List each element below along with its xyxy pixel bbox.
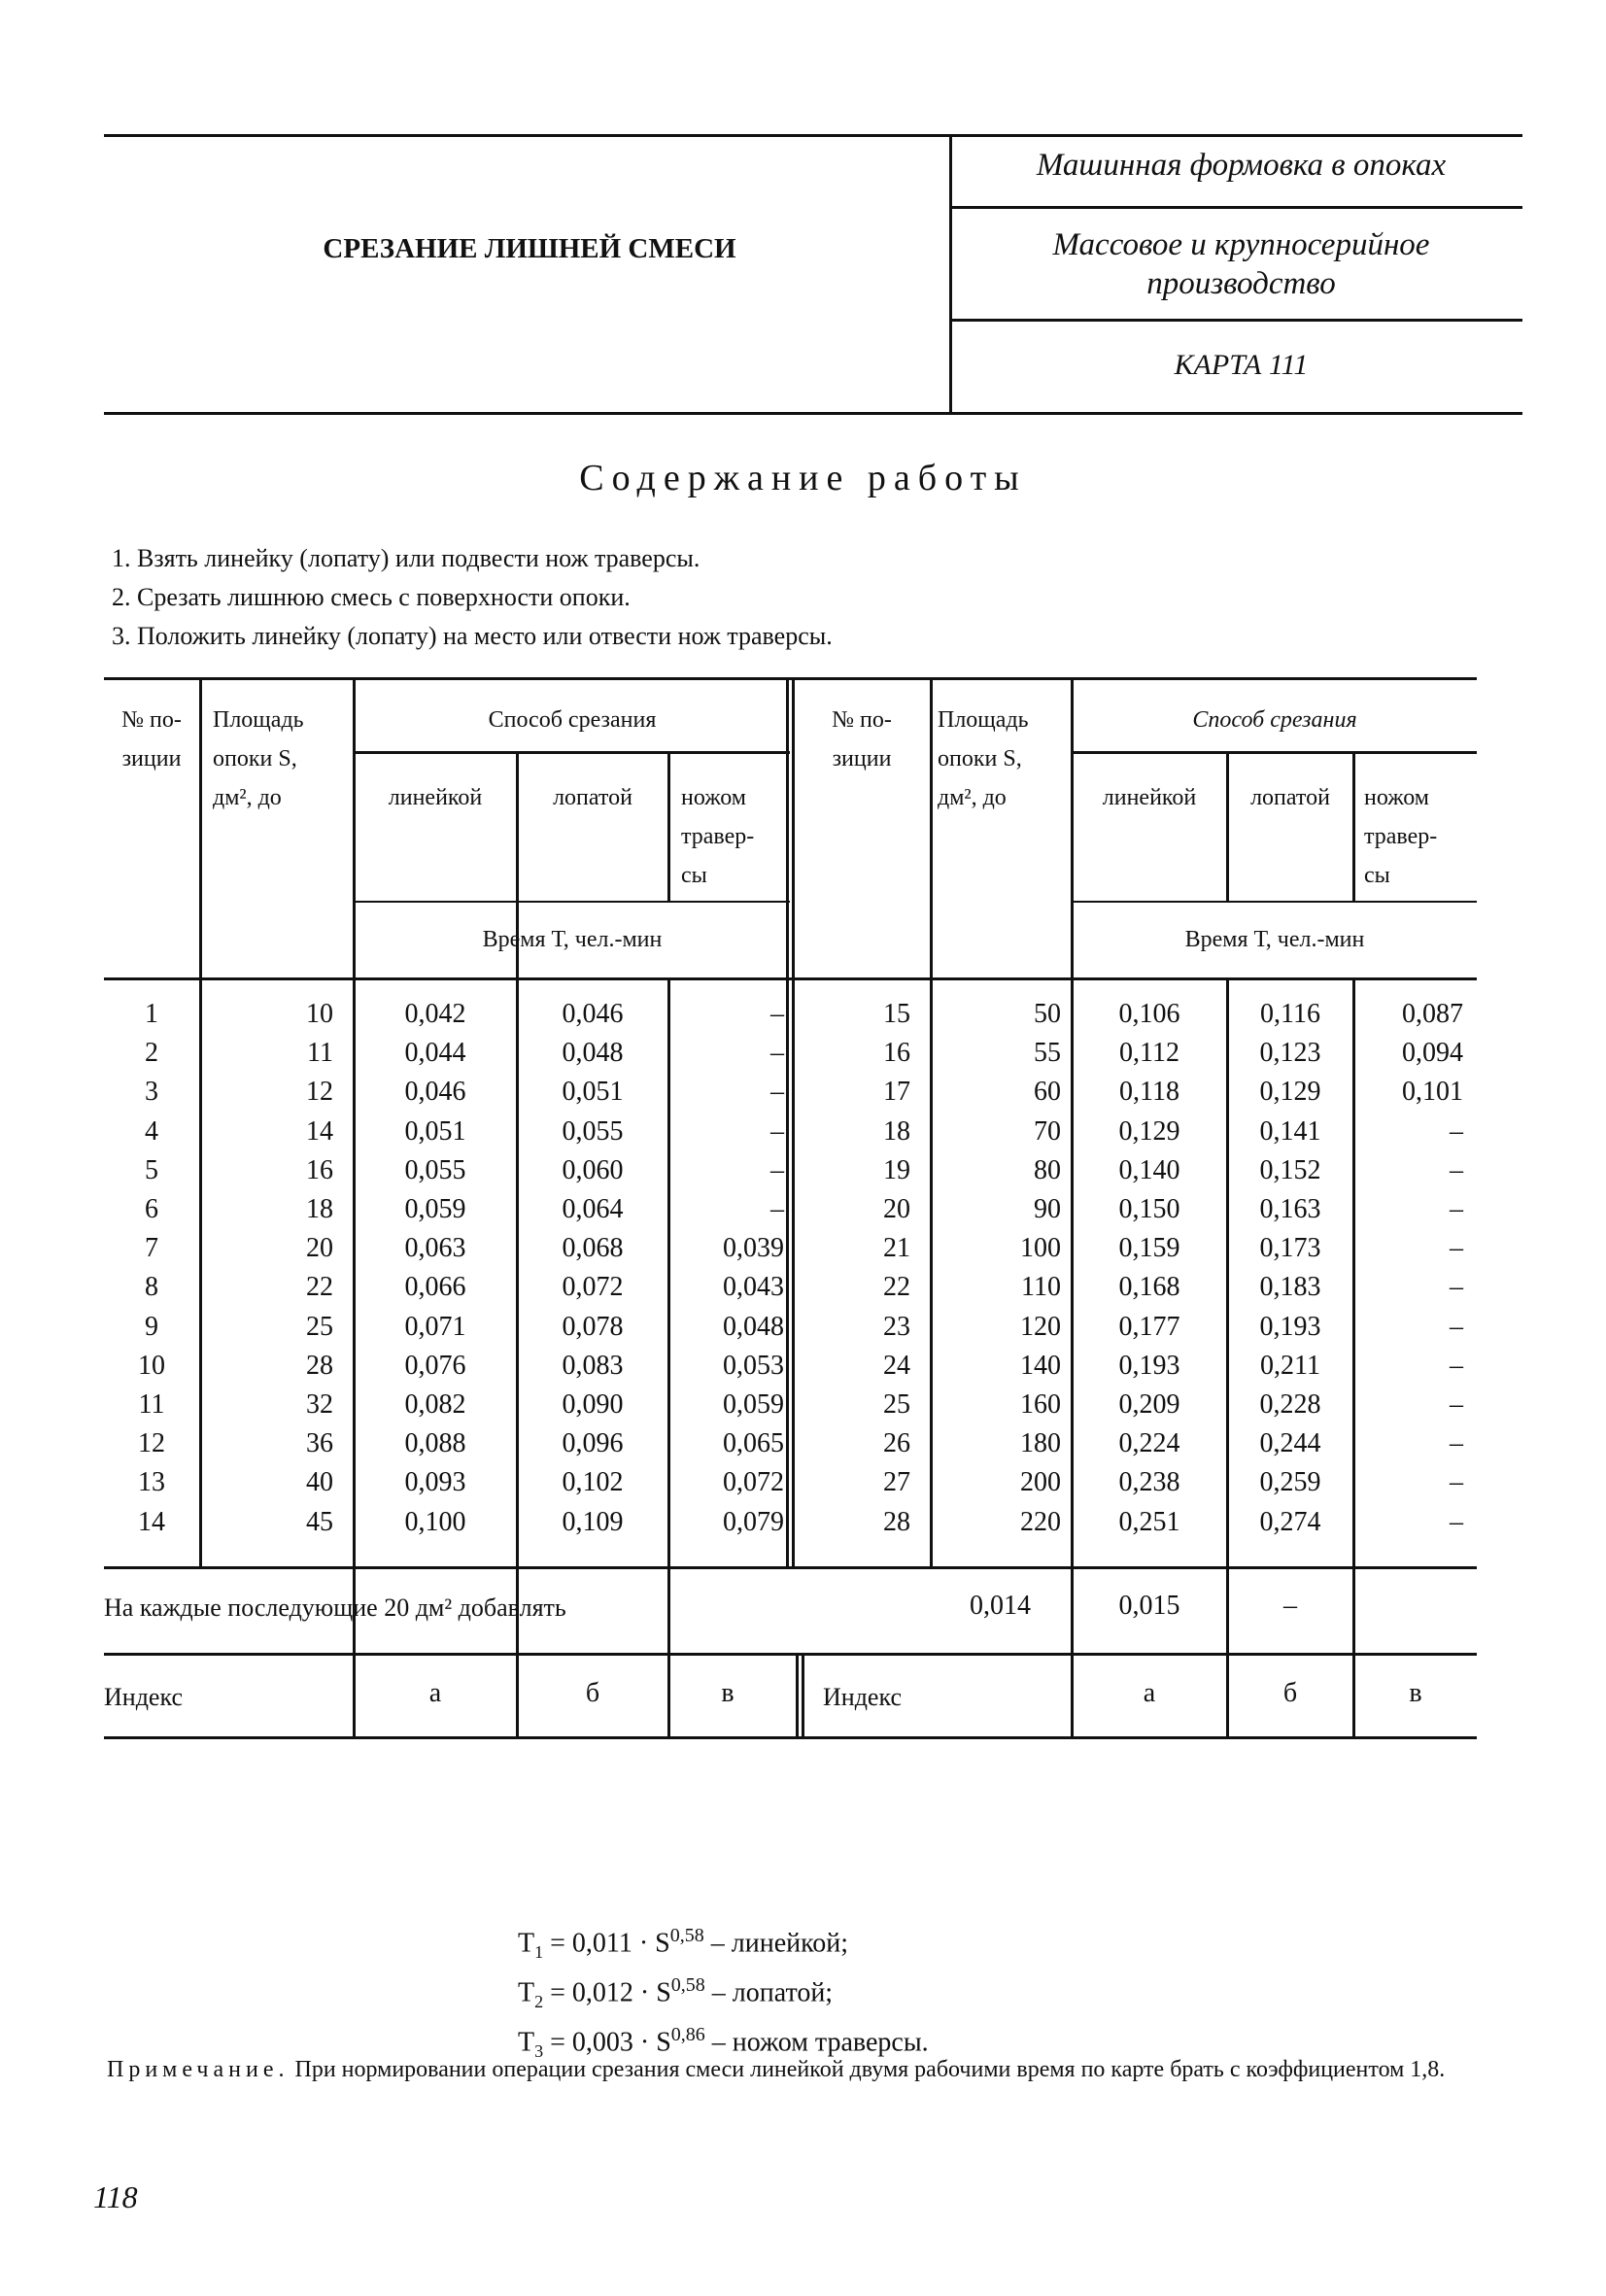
table-cell: 0,183 [1259, 1272, 1321, 1303]
header-text: № по- [832, 707, 892, 733]
table-cell: 0,063 [404, 1233, 466, 1264]
table-cell: 0,093 [404, 1467, 466, 1498]
table-top-rule [104, 677, 1477, 680]
rule-time-right [1073, 901, 1477, 903]
header-method: Способ срезания [488, 707, 657, 733]
table-cell: 15 [883, 999, 910, 1029]
table-cell: 0,048 [723, 1311, 784, 1342]
table-cell: 70 [1034, 1115, 1061, 1147]
table-cell: 0,118 [1119, 1077, 1179, 1108]
work-step: 3. Положить линейку (лопату) на место или отвести нож траверсы. [112, 622, 833, 650]
table-cell: 0,177 [1118, 1311, 1180, 1342]
page-title: СРЕЗАНИЕ ЛИШНЕЙ СМЕСИ [323, 233, 736, 264]
table-cell: 27 [883, 1467, 910, 1498]
rule-method-right [1073, 751, 1477, 754]
table-cell: 0,100 [404, 1506, 466, 1537]
formula-desc: – лопатой; [704, 1977, 834, 2008]
index-value: б [1282, 1678, 1298, 1708]
table-cell: 0,051 [404, 1115, 466, 1147]
work-steps-list [112, 539, 833, 656]
table-cell: 4 [145, 1115, 158, 1147]
index-value: в [1409, 1678, 1422, 1708]
header-shovel: лопатой [553, 785, 632, 810]
table-cell: 100 [1020, 1233, 1061, 1264]
table-cell: 45 [306, 1506, 333, 1537]
table-cell: – [1450, 1389, 1463, 1420]
header-position [104, 701, 199, 778]
card-number: КАРТА 111 [1174, 349, 1309, 381]
table-cell: 200 [1020, 1467, 1061, 1498]
table-cell: 0,238 [1118, 1467, 1180, 1498]
formula-lhs: T [518, 2027, 535, 2058]
table-cell: 28 [306, 1350, 333, 1381]
table-cell: 21 [883, 1233, 910, 1264]
table-cell: 10 [306, 999, 333, 1029]
work-step: 1. Взять линейку (лопату) или подвести нож траверсы. [112, 544, 700, 572]
table-cell: 0,060 [562, 1154, 624, 1185]
add-row-label: На каждые последующие 20 дм² добавлять [104, 1593, 566, 1622]
rule-time-left [355, 901, 790, 903]
table-cell: 2 [145, 1038, 158, 1069]
formula [518, 1969, 929, 2018]
header-time: Время Т, чел.-мин [1184, 927, 1365, 952]
table-cell: – [770, 1154, 784, 1185]
table-cell: 0,065 [723, 1428, 784, 1459]
table-cell: 0,141 [1259, 1115, 1321, 1147]
table-cell: 0,051 [562, 1077, 624, 1108]
header-text: опоки S, [213, 746, 297, 771]
header-knife [1364, 778, 1437, 895]
table-cell: 0,066 [404, 1272, 466, 1303]
table-cell: 220 [1020, 1506, 1061, 1537]
table-cell: 0,059 [404, 1194, 466, 1224]
table-cell: 90 [1034, 1194, 1061, 1224]
norms-table [104, 677, 1477, 1739]
table-cell: 0,193 [1118, 1350, 1180, 1381]
table-cell: 0,209 [1118, 1389, 1180, 1420]
work-step: 2. Срезать лишнюю смесь с поверхности опоки. [112, 583, 631, 611]
table-cell: 0,211 [1260, 1350, 1320, 1381]
table-cell: 0,173 [1259, 1233, 1321, 1264]
table-cell: 0,090 [562, 1389, 624, 1420]
header-text: ножом [1364, 785, 1429, 810]
table-cell: 23 [883, 1311, 910, 1342]
table-cell: 110 [1021, 1272, 1061, 1303]
table-cell: 0,168 [1118, 1272, 1180, 1303]
table-cell: 12 [138, 1428, 165, 1459]
table-cell: 0,129 [1259, 1077, 1321, 1108]
header-rule-1 [951, 206, 1522, 209]
header-text: Площадь [938, 707, 1029, 733]
table-cell: 0,109 [562, 1506, 624, 1537]
table-cell: – [770, 1077, 784, 1108]
table-cell: 0,072 [723, 1467, 784, 1498]
table-cell: – [1450, 1194, 1463, 1224]
table-cell: 10 [138, 1350, 165, 1381]
table-cell: 0,044 [404, 1038, 466, 1069]
header-production-type [957, 225, 1525, 303]
table-cell: 6 [145, 1194, 158, 1224]
formula-lhs: T [518, 1928, 535, 1959]
formula-exp: 0,86 [670, 2023, 705, 2045]
vrule-double [802, 1653, 804, 1739]
table-cell: 0,068 [562, 1233, 624, 1264]
table-cell: 0,064 [562, 1194, 624, 1224]
table-cell: – [1450, 1115, 1463, 1147]
vrule [667, 751, 670, 901]
table-cell: 0,228 [1259, 1389, 1321, 1420]
table-cell: 32 [306, 1389, 333, 1420]
table-cell: 9 [145, 1311, 158, 1342]
table-cell: 50 [1034, 999, 1061, 1029]
header-text: зиции [832, 746, 892, 771]
rule-add-bottom [104, 1653, 1477, 1656]
table-cell: 24 [883, 1350, 910, 1381]
table-cell: 0,150 [1118, 1194, 1180, 1224]
table-cell: 0,059 [723, 1389, 784, 1420]
table-cell: 0,072 [562, 1272, 624, 1303]
table-cell: 40 [306, 1467, 333, 1498]
table-cell: 0,078 [562, 1311, 624, 1342]
header-text: дм², до [213, 785, 282, 810]
table-cell: 60 [1034, 1077, 1061, 1108]
table-cell: 0,274 [1259, 1506, 1321, 1537]
table-cell: 36 [306, 1428, 333, 1459]
table-cell: 180 [1020, 1428, 1061, 1459]
table-cell: 16 [883, 1038, 910, 1069]
table-cell: – [770, 1115, 784, 1147]
header-ruler: линейкой [1102, 785, 1197, 810]
table-cell: 19 [883, 1154, 910, 1185]
vrule-double [786, 677, 789, 1566]
note-text: При нормировании операции срезания смеси линейкой двумя рабочими время по карте брать с коэффициентом 1,8. [289, 2057, 1446, 2082]
table-cell: 0,096 [562, 1428, 624, 1459]
table-cell: – [1450, 1272, 1463, 1303]
table-cell: 17 [883, 1077, 910, 1108]
formula-coef: = 0,003 · S [543, 2027, 671, 2058]
header-text: травер- [681, 824, 755, 849]
table-cell: 11 [307, 1038, 333, 1069]
table-cell: 28 [883, 1506, 910, 1537]
index-label: Индекс [823, 1683, 902, 1711]
table-cell: 0,042 [404, 999, 466, 1029]
vrule-double [796, 1653, 799, 1739]
table-cell: 0,140 [1118, 1154, 1180, 1185]
table-cell: 0,116 [1260, 999, 1320, 1029]
header-bottom-rule [104, 412, 1522, 415]
table-cell: – [1450, 1428, 1463, 1459]
note [107, 2050, 1516, 2089]
index-value: а [428, 1678, 442, 1708]
table-cell: 20 [306, 1233, 333, 1264]
note-label: Примечание. [107, 2057, 290, 2082]
rule-body-bottom [104, 1566, 1477, 1569]
table-cell: 80 [1034, 1154, 1061, 1185]
table-cell: 0,244 [1259, 1428, 1321, 1459]
table-cell: 0,129 [1118, 1115, 1180, 1147]
rule-method-left [355, 751, 790, 754]
table-cell: 160 [1020, 1389, 1061, 1420]
header-text: травер- [1364, 824, 1438, 849]
table-cell: 18 [883, 1115, 910, 1147]
formula-desc: – ножом траверсы. [704, 2027, 929, 2058]
header-area [938, 701, 1029, 817]
table-cell: 0,046 [404, 1077, 466, 1108]
table-cell: 0,082 [404, 1389, 466, 1420]
table-cell: 0,251 [1118, 1506, 1180, 1537]
add-row-value: – [1283, 1591, 1297, 1621]
table-cell: – [1450, 1350, 1463, 1381]
index-value: а [1143, 1678, 1156, 1708]
formula-exp: 0,58 [670, 1973, 705, 1996]
table-cell: – [1450, 1467, 1463, 1498]
header-top-rule [104, 134, 1522, 137]
table-cell: 0,101 [1402, 1077, 1463, 1108]
add-row-value: 0,015 [1118, 1591, 1180, 1621]
table-cell: 16 [306, 1154, 333, 1185]
table-cell: 0,259 [1259, 1467, 1321, 1498]
table-cell: 0,083 [562, 1350, 624, 1381]
header-position [794, 701, 930, 778]
table-cell: 12 [306, 1077, 333, 1108]
table-cell: 0,106 [1118, 999, 1180, 1029]
table-cell: 0,048 [562, 1038, 624, 1069]
table-cell: 0,053 [723, 1350, 784, 1381]
header-rule-2 [951, 319, 1522, 322]
table-cell: 0,152 [1259, 1154, 1321, 1185]
table-cell: 0,193 [1259, 1311, 1321, 1342]
table-cell: 8 [145, 1272, 158, 1303]
table-cell: – [1450, 1233, 1463, 1264]
table-cell: – [770, 1194, 784, 1224]
table-cell: – [1450, 1154, 1463, 1185]
formula-sub: 2 [534, 1991, 544, 2011]
header-text: опоки S, [938, 746, 1022, 771]
table-cell: 0,039 [723, 1233, 784, 1264]
production-line-1: Массовое и крупносерийное [1052, 227, 1430, 262]
table-cell: 0,159 [1118, 1233, 1180, 1264]
table-cell: 25 [883, 1389, 910, 1420]
header-divider [949, 134, 952, 413]
vrule [1352, 751, 1355, 901]
table-cell: 0,055 [404, 1154, 466, 1185]
table-cell: 1 [145, 999, 158, 1029]
table-cell: 20 [883, 1194, 910, 1224]
header-text: № по- [121, 707, 182, 733]
index-label: Индекс [104, 1683, 183, 1711]
header-text: сы [681, 863, 707, 888]
table-cell: 0,102 [562, 1467, 624, 1498]
formula-coef: = 0,011 · S [543, 1928, 670, 1959]
header-text: дм², до [938, 785, 1007, 810]
table-cell: 11 [138, 1389, 165, 1420]
table-cell: 0,112 [1119, 1038, 1179, 1069]
table-cell: 0,055 [562, 1115, 624, 1147]
header-method: Способ срезания [1192, 707, 1357, 733]
header-time: Время Т, чел.-мин [482, 927, 663, 952]
table-bottom-rule [104, 1736, 1477, 1739]
table-cell: 120 [1020, 1311, 1061, 1342]
index-value: б [585, 1678, 600, 1708]
rule-header-bottom [104, 977, 1477, 980]
header-text: Площадь [213, 707, 304, 733]
header-area [213, 701, 304, 817]
index-value: в [721, 1678, 735, 1708]
table-cell: – [1450, 1311, 1463, 1342]
table-cell: 0,094 [1402, 1038, 1463, 1069]
table-cell: 13 [138, 1467, 165, 1498]
table-cell: 3 [145, 1077, 158, 1108]
table-cell: 0,046 [562, 999, 624, 1029]
formula [518, 1919, 929, 1969]
table-cell: 22 [883, 1272, 910, 1303]
formula-sub: 1 [534, 1941, 544, 1962]
header-text: ножом [681, 785, 746, 810]
add-row-value: 0,014 [970, 1591, 1031, 1621]
formula-desc: – линейкой; [703, 1928, 849, 1959]
formulas [518, 1919, 929, 2068]
table-cell: 0,043 [723, 1272, 784, 1303]
header-text: сы [1364, 863, 1390, 888]
table-cell: – [770, 999, 784, 1029]
table-cell: 0,123 [1259, 1038, 1321, 1069]
table-cell: 140 [1020, 1350, 1061, 1381]
table-cell: 0,071 [404, 1311, 466, 1342]
table-cell: 14 [306, 1115, 333, 1147]
formula-lhs: T [518, 1977, 535, 2008]
page-number: 118 [93, 2179, 138, 2214]
table-cell: 18 [306, 1194, 333, 1224]
table-cell: – [1450, 1506, 1463, 1537]
production-line-2: производство [1146, 266, 1336, 301]
table-cell: 7 [145, 1233, 158, 1264]
header-knife [681, 778, 754, 895]
table-cell: 0,079 [723, 1506, 784, 1537]
formula-sub: 3 [534, 2040, 544, 2061]
header-shovel: лопатой [1250, 785, 1330, 810]
table-cell: 14 [138, 1506, 165, 1537]
table-cell: 0,224 [1118, 1428, 1180, 1459]
table-cell: 25 [306, 1311, 333, 1342]
header-text: зиции [121, 746, 182, 771]
table-cell: 0,076 [404, 1350, 466, 1381]
table-cell: 5 [145, 1154, 158, 1185]
table-cell: 55 [1034, 1038, 1061, 1069]
header-ruler: линейкой [388, 785, 483, 810]
header-process-type: Машинная формовка в опоках [1036, 148, 1447, 183]
section-title: Содержание работы [579, 458, 1027, 498]
vrule [1226, 751, 1229, 901]
formula-coef: = 0,012 · S [543, 1977, 671, 2008]
table-cell: 0,163 [1259, 1194, 1321, 1224]
formula-exp: 0,58 [669, 1925, 704, 1946]
table-cell: 0,088 [404, 1428, 466, 1459]
table-cell: 26 [883, 1428, 910, 1459]
table-cell: 0,087 [1402, 999, 1463, 1029]
table-cell: 22 [306, 1272, 333, 1303]
table-cell: – [770, 1038, 784, 1069]
